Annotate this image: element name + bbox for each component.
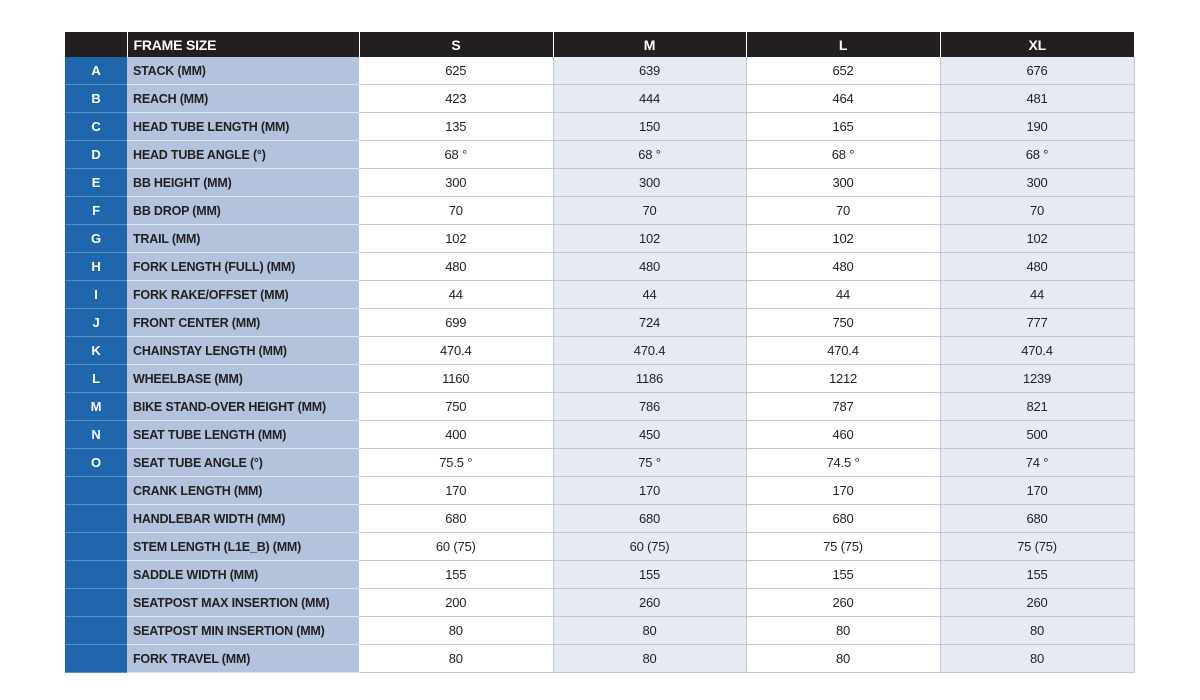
table-row [65, 337, 1134, 365]
value-cell-m: 155 [553, 561, 746, 589]
value-cell-l: 74.5 ° [746, 449, 940, 477]
value-cell-m: 639 [553, 57, 746, 85]
value-cell-xl: 155 [940, 561, 1134, 589]
row-letter: G [65, 225, 127, 253]
value-cell-m: 786 [553, 393, 746, 421]
value-cell-s: 625 [359, 57, 553, 85]
value-cell-s: 680 [359, 505, 553, 533]
value-cell-xl: 170 [940, 477, 1134, 505]
table-row [65, 589, 1134, 617]
geometry-table [65, 32, 1135, 673]
value-cell-m: 75 ° [553, 449, 746, 477]
value-cell-s: 68 ° [359, 141, 553, 169]
value-cell-m: 102 [553, 225, 746, 253]
row-letter [65, 477, 127, 505]
value-cell-xl: 676 [940, 57, 1134, 85]
value-cell-xl: 500 [940, 421, 1134, 449]
row-letter: F [65, 197, 127, 225]
value-cell-l: 460 [746, 421, 940, 449]
value-cell-l: 75 (75) [746, 533, 940, 561]
value-cell-s: 102 [359, 225, 553, 253]
header-size-l: L [746, 32, 940, 57]
row-label: HEAD TUBE ANGLE (°) [127, 141, 359, 169]
row-letter: B [65, 85, 127, 113]
value-cell-m: 70 [553, 197, 746, 225]
table-row [65, 169, 1134, 197]
value-cell-l: 70 [746, 197, 940, 225]
row-letter: L [65, 365, 127, 393]
table-row [65, 477, 1134, 505]
row-label: FRONT CENTER (MM) [127, 309, 359, 337]
table-row [65, 449, 1134, 477]
row-label: SEAT TUBE ANGLE (°) [127, 449, 359, 477]
value-cell-m: 80 [553, 645, 746, 673]
row-letter [65, 589, 127, 617]
row-letter [65, 561, 127, 589]
header-size-s: S [359, 32, 553, 57]
row-label: BIKE STAND-OVER HEIGHT (MM) [127, 393, 359, 421]
value-cell-xl: 300 [940, 169, 1134, 197]
value-cell-xl: 74 ° [940, 449, 1134, 477]
row-label: CRANK LENGTH (MM) [127, 477, 359, 505]
value-cell-xl: 80 [940, 617, 1134, 645]
value-cell-l: 480 [746, 253, 940, 281]
value-cell-l: 300 [746, 169, 940, 197]
value-cell-xl: 260 [940, 589, 1134, 617]
row-letter: H [65, 253, 127, 281]
value-cell-s: 699 [359, 309, 553, 337]
value-cell-xl: 481 [940, 85, 1134, 113]
row-label: HEAD TUBE LENGTH (MM) [127, 113, 359, 141]
row-label: HANDLEBAR WIDTH (MM) [127, 505, 359, 533]
row-label: CHAINSTAY LENGTH (MM) [127, 337, 359, 365]
value-cell-s: 80 [359, 645, 553, 673]
value-cell-l: 680 [746, 505, 940, 533]
table-row [65, 393, 1134, 421]
value-cell-m: 44 [553, 281, 746, 309]
table-row [65, 225, 1134, 253]
header-letter-cell [65, 32, 127, 57]
row-label: SADDLE WIDTH (MM) [127, 561, 359, 589]
value-cell-l: 102 [746, 225, 940, 253]
value-cell-s: 44 [359, 281, 553, 309]
value-cell-m: 1186 [553, 365, 746, 393]
value-cell-s: 480 [359, 253, 553, 281]
table-row [65, 617, 1134, 645]
value-cell-xl: 777 [940, 309, 1134, 337]
value-cell-s: 423 [359, 85, 553, 113]
table-row [65, 253, 1134, 281]
row-letter [65, 645, 127, 673]
row-label: FORK RAKE/OFFSET (MM) [127, 281, 359, 309]
value-cell-s: 75.5 ° [359, 449, 553, 477]
value-cell-m: 480 [553, 253, 746, 281]
row-letter [65, 617, 127, 645]
row-label: FORK LENGTH (FULL) (MM) [127, 253, 359, 281]
table-row [65, 113, 1134, 141]
header-row [65, 32, 1134, 57]
row-label: BB DROP (MM) [127, 197, 359, 225]
row-letter [65, 533, 127, 561]
header-size-m: M [553, 32, 746, 57]
value-cell-xl: 470.4 [940, 337, 1134, 365]
value-cell-m: 300 [553, 169, 746, 197]
row-letter: C [65, 113, 127, 141]
row-letter: I [65, 281, 127, 309]
value-cell-xl: 44 [940, 281, 1134, 309]
row-label: SEATPOST MAX INSERTION (MM) [127, 589, 359, 617]
table-row [65, 281, 1134, 309]
row-letter: M [65, 393, 127, 421]
value-cell-l: 68 ° [746, 141, 940, 169]
table-row [65, 505, 1134, 533]
row-label: STACK (MM) [127, 57, 359, 85]
row-letter: N [65, 421, 127, 449]
row-letter: J [65, 309, 127, 337]
row-label: SEATPOST MIN INSERTION (MM) [127, 617, 359, 645]
value-cell-l: 464 [746, 85, 940, 113]
value-cell-s: 200 [359, 589, 553, 617]
value-cell-m: 444 [553, 85, 746, 113]
value-cell-l: 170 [746, 477, 940, 505]
value-cell-l: 44 [746, 281, 940, 309]
table-row [65, 421, 1134, 449]
value-cell-l: 652 [746, 57, 940, 85]
row-label: REACH (MM) [127, 85, 359, 113]
value-cell-xl: 80 [940, 645, 1134, 673]
value-cell-m: 680 [553, 505, 746, 533]
value-cell-s: 155 [359, 561, 553, 589]
value-cell-s: 60 (75) [359, 533, 553, 561]
value-cell-m: 470.4 [553, 337, 746, 365]
value-cell-m: 450 [553, 421, 746, 449]
value-cell-l: 750 [746, 309, 940, 337]
value-cell-m: 260 [553, 589, 746, 617]
value-cell-m: 724 [553, 309, 746, 337]
value-cell-l: 80 [746, 645, 940, 673]
value-cell-l: 165 [746, 113, 940, 141]
value-cell-m: 170 [553, 477, 746, 505]
row-letter [65, 505, 127, 533]
geometry-table-header [65, 32, 1134, 57]
row-letter: D [65, 141, 127, 169]
header-size-xl: XL [940, 32, 1134, 57]
table-row [65, 197, 1134, 225]
row-letter: K [65, 337, 127, 365]
value-cell-s: 170 [359, 477, 553, 505]
value-cell-s: 70 [359, 197, 553, 225]
value-cell-xl: 70 [940, 197, 1134, 225]
value-cell-xl: 68 ° [940, 141, 1134, 169]
value-cell-s: 400 [359, 421, 553, 449]
table-row [65, 57, 1134, 85]
value-cell-l: 80 [746, 617, 940, 645]
table-row [65, 561, 1134, 589]
value-cell-s: 135 [359, 113, 553, 141]
row-letter: E [65, 169, 127, 197]
value-cell-xl: 680 [940, 505, 1134, 533]
geometry-table-body [65, 57, 1134, 673]
header-frame-size: FRAME SIZE [127, 32, 359, 57]
value-cell-m: 68 ° [553, 141, 746, 169]
value-cell-m: 60 (75) [553, 533, 746, 561]
table-row [65, 533, 1134, 561]
table-row [65, 309, 1134, 337]
value-cell-xl: 1239 [940, 365, 1134, 393]
value-cell-l: 787 [746, 393, 940, 421]
row-letter: O [65, 449, 127, 477]
row-letter: A [65, 57, 127, 85]
table-row [65, 141, 1134, 169]
value-cell-l: 1212 [746, 365, 940, 393]
row-label: TRAIL (MM) [127, 225, 359, 253]
row-label: WHEELBASE (MM) [127, 365, 359, 393]
value-cell-s: 470.4 [359, 337, 553, 365]
value-cell-l: 155 [746, 561, 940, 589]
row-label: STEM LENGTH (L1E_B) (MM) [127, 533, 359, 561]
row-label: BB HEIGHT (MM) [127, 169, 359, 197]
value-cell-l: 470.4 [746, 337, 940, 365]
value-cell-s: 750 [359, 393, 553, 421]
value-cell-s: 1160 [359, 365, 553, 393]
value-cell-s: 300 [359, 169, 553, 197]
value-cell-xl: 102 [940, 225, 1134, 253]
value-cell-m: 80 [553, 617, 746, 645]
value-cell-s: 80 [359, 617, 553, 645]
value-cell-m: 150 [553, 113, 746, 141]
value-cell-xl: 480 [940, 253, 1134, 281]
value-cell-xl: 821 [940, 393, 1134, 421]
row-label: FORK TRAVEL (MM) [127, 645, 359, 673]
value-cell-xl: 75 (75) [940, 533, 1134, 561]
table-row [65, 365, 1134, 393]
table-row [65, 645, 1134, 673]
value-cell-l: 260 [746, 589, 940, 617]
row-label: SEAT TUBE LENGTH (MM) [127, 421, 359, 449]
value-cell-xl: 190 [940, 113, 1134, 141]
table-row [65, 85, 1134, 113]
